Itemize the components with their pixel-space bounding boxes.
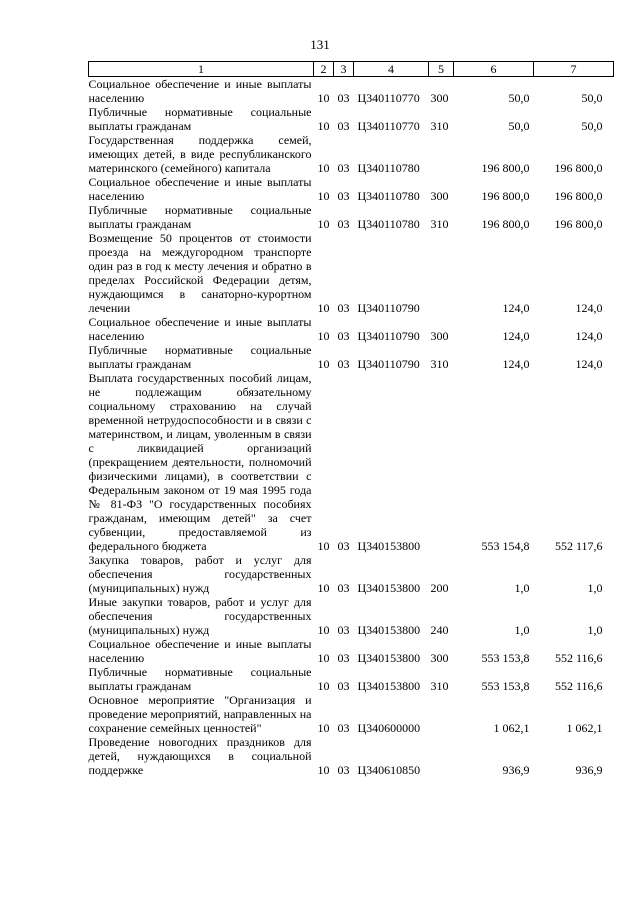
row-subsection: 03 [337, 581, 350, 595]
row-amount-2: 1,0 [587, 581, 603, 595]
row-amount-1: 196 800,0 [481, 189, 530, 203]
row-target-code: Ц340110790 [357, 329, 420, 343]
row-name-text: Выплата государственных пособий лицам, не подлежащим обязательному социальному страхованию на случай временной нетрудоспособности и в связи с материнством, и лицам, уволенным в связи с ликвидацией организаций (прекращением деятельности, полномочий физическими лицами), в соответствии с Федеральным законом от 19 мая 1995 года № 81-ФЗ "О государственных пособиях гражданам, имеющим детей" за счет субвенции, предоставляемой из федерального бюджета [88, 371, 312, 553]
row-name-text: Социальное обеспечение и иные выплаты населению [88, 315, 312, 343]
row-expense-type [429, 371, 454, 553]
row-amount-2: 124,0 [575, 301, 603, 315]
row-section: 10 [317, 539, 330, 553]
row-target-code: Ц340110790 [357, 357, 420, 371]
row-name [89, 665, 314, 693]
row-target-code: Ц340110780 [357, 217, 420, 231]
row-name-text: Государственная поддержка семей, имеющих детей, в виде республиканского материнского (семейного) капитала [88, 133, 312, 175]
row-target-code: Ц340610850 [357, 763, 421, 777]
row-name [89, 133, 314, 175]
row-target-code: Ц340153800 [357, 539, 421, 553]
row-target-code: Ц340110790 [357, 301, 420, 315]
row-amount-1: 1,0 [514, 581, 530, 595]
header-col-section: 2 [314, 62, 334, 77]
row-subsection: 03 [337, 119, 350, 133]
header-col-amount-2: 7 [534, 62, 614, 77]
row-subsection: 03 [337, 301, 350, 315]
row-name-text: Закупка товаров, работ и услуг для обеспечения государственных (муниципальных) нужд [88, 553, 312, 595]
row-name-text: Публичные нормативные социальные выплаты гражданам [88, 343, 312, 371]
row-name-text: Иные закупки товаров, работ и услуг для обеспечения государственных (муниципальных) нужд [88, 595, 312, 637]
row-amount-1: 124,0 [502, 301, 530, 315]
row-subsection: 03 [337, 91, 350, 105]
header-col-expense-type: 5 [429, 62, 454, 77]
table-row [89, 693, 614, 735]
table-row [89, 735, 614, 777]
table-row [89, 315, 614, 343]
row-name-text: Социальное обеспечение и иные выплаты населению [88, 77, 312, 105]
row-name [89, 735, 314, 777]
table-row [89, 77, 614, 106]
row-subsection: 03 [337, 329, 350, 343]
header-col-amount-1: 6 [454, 62, 534, 77]
row-amount-2: 552 116,6 [554, 651, 603, 665]
row-expense-type: 300 [430, 329, 449, 343]
row-subsection: 03 [337, 763, 350, 777]
row-section: 10 [317, 679, 330, 693]
row-target-code: Ц340110770 [357, 91, 420, 105]
header-col-name: 1 [89, 62, 314, 77]
row-expense-type: 310 [430, 679, 449, 693]
row-expense-type [429, 693, 454, 735]
row-target-code: Ц340600000 [357, 721, 421, 735]
row-name [89, 315, 314, 343]
row-subsection: 03 [337, 651, 350, 665]
row-section: 10 [317, 623, 330, 637]
row-expense-type: 300 [430, 91, 449, 105]
table-row [89, 343, 614, 371]
row-amount-2: 196 800,0 [554, 217, 603, 231]
table-row [89, 665, 614, 693]
row-expense-type: 300 [430, 189, 449, 203]
row-amount-1: 196 800,0 [481, 161, 530, 175]
row-section: 10 [317, 651, 330, 665]
page-number: 131 [310, 37, 330, 52]
row-subsection: 03 [337, 539, 350, 553]
row-name [89, 371, 314, 553]
row-amount-1: 553 154,8 [481, 539, 530, 553]
row-section: 10 [317, 217, 330, 231]
row-amount-1: 50,0 [508, 91, 530, 105]
row-amount-2: 1,0 [587, 623, 603, 637]
header-col-subsection: 3 [334, 62, 354, 77]
row-amount-1: 196 800,0 [481, 217, 530, 231]
row-target-code: Ц340153800 [357, 651, 421, 665]
row-name-text: Основное мероприятие "Организация и проведение мероприятий, направленных на сохранение семейных ценностей" [88, 693, 312, 735]
row-amount-1: 553 153,8 [481, 679, 530, 693]
row-amount-1: 553 153,8 [481, 651, 530, 665]
row-name [89, 553, 314, 595]
row-expense-type: 200 [430, 581, 449, 595]
row-name-text: Социальное обеспечение и иные выплаты населению [88, 175, 312, 203]
row-amount-2: 124,0 [575, 329, 603, 343]
row-subsection: 03 [337, 189, 350, 203]
row-subsection: 03 [337, 217, 350, 231]
row-amount-2: 1 062,1 [566, 721, 603, 735]
table-row [89, 203, 614, 231]
row-expense-type: 310 [430, 217, 449, 231]
row-section: 10 [317, 581, 330, 595]
row-amount-1: 124,0 [502, 329, 530, 343]
row-amount-1: 124,0 [502, 357, 530, 371]
row-name [89, 77, 314, 106]
row-amount-1: 1 062,1 [493, 721, 530, 735]
row-section: 10 [317, 329, 330, 343]
row-name-text: Публичные нормативные социальные выплаты гражданам [88, 203, 312, 231]
row-name-text: Публичные нормативные социальные выплаты гражданам [88, 105, 312, 133]
row-expense-type [429, 735, 454, 777]
row-subsection: 03 [337, 679, 350, 693]
row-section: 10 [317, 301, 330, 315]
row-section: 10 [317, 161, 330, 175]
row-amount-2: 196 800,0 [554, 189, 603, 203]
row-target-code: Ц340110780 [357, 161, 420, 175]
row-section: 10 [317, 721, 330, 735]
row-amount-2: 196 800,0 [554, 161, 603, 175]
row-name [89, 637, 314, 665]
row-section: 10 [317, 91, 330, 105]
row-target-code: Ц340153800 [357, 679, 421, 693]
row-name [89, 343, 314, 371]
table-row [89, 105, 614, 133]
row-subsection: 03 [337, 721, 350, 735]
header-col-target-code: 4 [354, 62, 429, 77]
row-expense-type [429, 133, 454, 175]
row-name-text: Публичные нормативные социальные выплаты гражданам [88, 665, 312, 693]
table-row [89, 175, 614, 203]
row-amount-1: 936,9 [502, 763, 530, 777]
row-section: 10 [317, 357, 330, 371]
table-row [89, 637, 614, 665]
row-name-text: Проведение новогодних праздников для детей, нуждающихся в социальной поддержке [88, 735, 312, 777]
row-expense-type: 310 [430, 119, 449, 133]
table-row [89, 231, 614, 315]
table-row [89, 595, 614, 637]
table-row [89, 133, 614, 175]
row-name [89, 693, 314, 735]
row-target-code: Ц340110770 [357, 119, 420, 133]
row-target-code: Ц340110780 [357, 189, 420, 203]
row-amount-1: 1,0 [514, 623, 530, 637]
row-name-text: Социальное обеспечение и иные выплаты населению [88, 637, 312, 665]
row-amount-1: 50,0 [508, 119, 530, 133]
row-name [89, 105, 314, 133]
row-section: 10 [317, 189, 330, 203]
row-subsection: 03 [337, 357, 350, 371]
row-amount-2: 552 117,6 [554, 539, 603, 553]
row-section: 10 [317, 119, 330, 133]
row-name [89, 231, 314, 315]
row-expense-type: 240 [430, 623, 449, 637]
row-name-text: Возмещение 50 процентов от стоимости проезда на междугородном транспорте один раз в год к месту лечения и обратно в пределах Российской Федерации детям, нуждающимся в санаторно-курортном лечении [88, 231, 312, 315]
row-amount-2: 50,0 [581, 119, 603, 133]
table-row [89, 553, 614, 595]
row-section: 10 [317, 763, 330, 777]
row-subsection: 03 [337, 623, 350, 637]
column-number-header [89, 62, 614, 77]
budget-table [88, 61, 614, 777]
row-expense-type: 310 [430, 357, 449, 371]
row-subsection: 03 [337, 161, 350, 175]
row-target-code: Ц340153800 [357, 623, 421, 637]
row-amount-2: 552 116,6 [554, 679, 603, 693]
row-name [89, 595, 314, 637]
row-expense-type [429, 231, 454, 315]
row-name [89, 203, 314, 231]
row-amount-2: 124,0 [575, 357, 603, 371]
row-amount-2: 936,9 [575, 763, 603, 777]
row-name [89, 175, 314, 203]
row-target-code: Ц340153800 [357, 581, 421, 595]
table-row [89, 371, 614, 553]
row-amount-2: 50,0 [581, 91, 603, 105]
row-expense-type: 300 [430, 651, 449, 665]
